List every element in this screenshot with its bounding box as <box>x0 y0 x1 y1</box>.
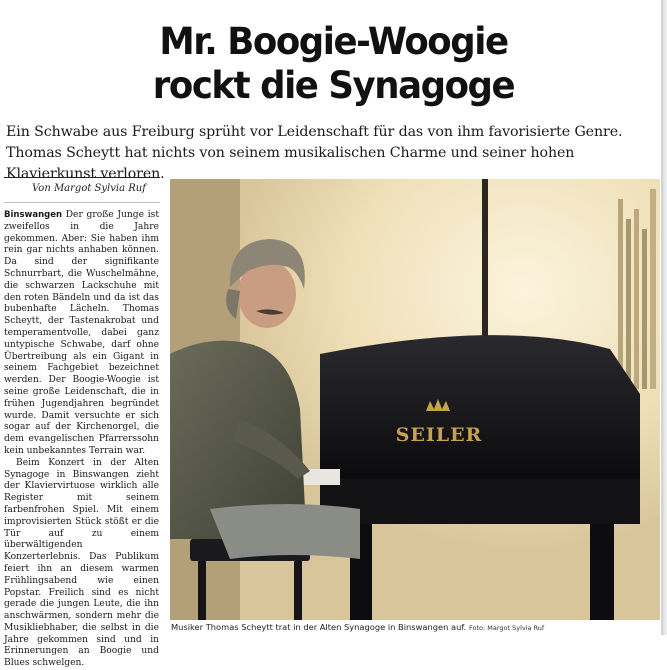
piano-body <box>320 335 640 479</box>
photo-illustration <box>170 179 660 620</box>
pianist-legs <box>210 504 360 559</box>
headline-line-2: rockt die Synagoge <box>152 64 515 107</box>
piano-brand-logo: SEILER <box>395 424 483 446</box>
article-body <box>4 210 159 670</box>
caption-text: Musiker Thomas Scheytt trat in der Alten Synagoge in Binswangen auf. <box>171 622 467 632</box>
piano-front <box>320 479 640 524</box>
paragraph-1 <box>4 210 159 458</box>
byline-rule-bottom <box>4 202 160 203</box>
headline-line-1: Mr. Boogie-Woogie <box>159 20 508 63</box>
page-edge-shadow <box>661 0 667 635</box>
paragraph-2: Beim Konzert in der Alten Synagoge in Binswangen zieht der Klaviervirtuose wirklich alle Register mit seinem farbenfrohen Spiel. Mit einem improvisierten Stück stößt er die Tür auf zu einem überwältigenden Konzerterlebnis. Das Publikum feiert ihn an diesem warmen Frühlingsabend wie einen Popstar. Freilich sind es nicht gerade die jungen Leute, die ihn anschwärmen, sondern mehr die Musikliebhaber, die selbst in die Jahre gekommen sind und in Erinnerungen an Boogie und Blues schwelgen. <box>4 457 159 669</box>
byline-rule-top <box>4 177 160 178</box>
headline <box>13 20 653 108</box>
dateline: Binswangen <box>4 210 63 220</box>
photo-credit: Foto: Margot Sylvia Ruf <box>468 624 545 632</box>
article-photo <box>170 179 660 620</box>
byline: Von Margot Sylvia Ruf <box>32 183 146 194</box>
piano-leg-right <box>590 524 614 620</box>
subheadline: Ein Schwabe aus Freiburg sprüht vor Leidenschaft für das von ihm favorisierte Genre. Thomas Scheytt hat nichts von seinem musikalischen Charme und seiner hohen Klavierkunst verloren. <box>6 124 623 182</box>
paragraph-1-text: Der große Junge ist zweifellos in die Jahre gekommen. Aber: Sie haben ihm rein gar nichts anhaben können. Da sind der signifikante Schnurrbart, die Wuschelmähne, die schwarzen Lackschuhe mit den roten Bändeln und da ist das bubenhafte Lächeln. Thomas Scheytt, der Tastenakrobat und temperamentvolle, dabei ganz untypische Schwabe, darf ohne Übertreibung als ein Gigant in seinem Fachgebiet bezeichnet werden. Der Boogie-Woogie ist seine große Leidenschaft, die in frühen Jugendjahren begründet wurde. Damit versuchte er sich sogar auf der Kirchenorgel, die dem evangelischen Pfarrerssohn kein unbekanntes Terrain war. <box>4 210 159 456</box>
photo-caption <box>171 622 661 632</box>
